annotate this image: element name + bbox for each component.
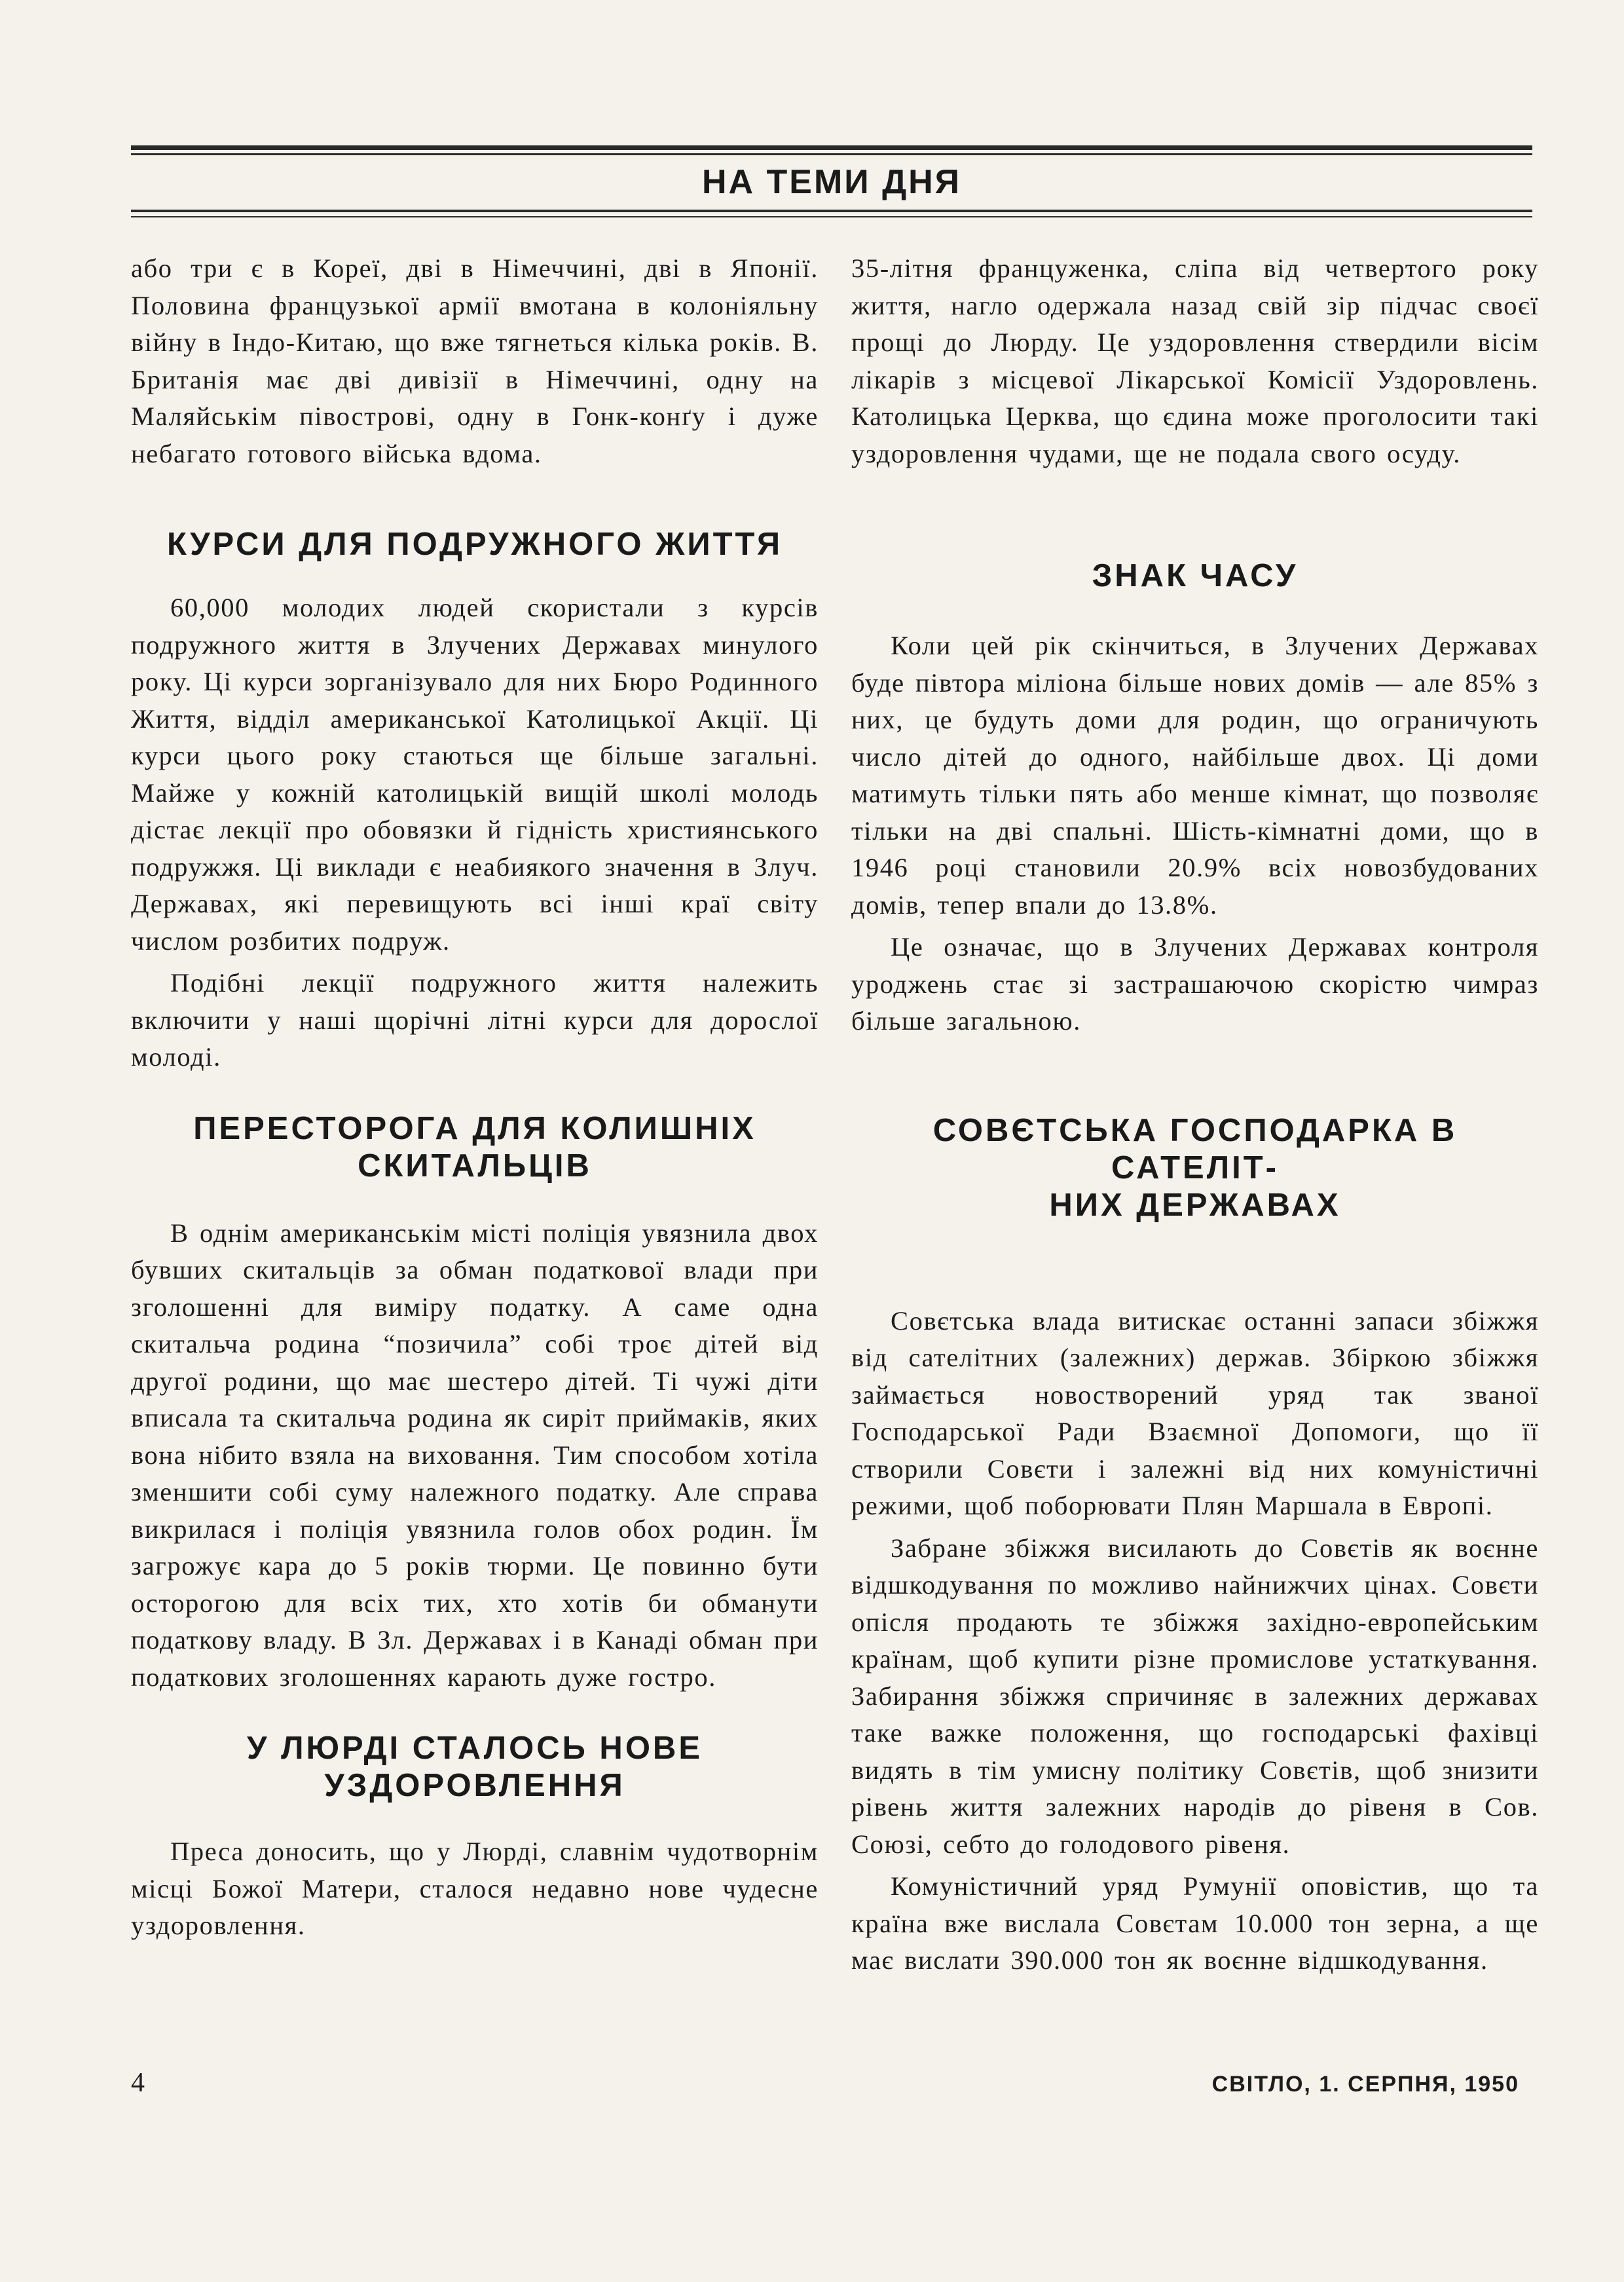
article-paragraph: Подібні лекції подружного життя належить включити у наші щорічні літні курси для дорослої молоді. <box>131 968 819 1072</box>
article-paragraph: Преса доносить, що у Люрді, славнім чудотворнім місці Божої Матери, сталося недавно нове чудесне уздоровлення. <box>131 1837 819 1940</box>
article-title-znak-chasu: ЗНАК ЧАСУ <box>1092 558 1299 593</box>
header-rule-bottom-thick <box>131 210 1532 212</box>
article-title-perestoroha <box>131 1110 819 1185</box>
article-title-kursy: КУРСИ ДЛЯ ПОДРУЖНОГО ЖИТТЯ <box>166 527 783 562</box>
header-rule-bottom-thin <box>131 216 1532 217</box>
title-line: СКИТАЛЬЦІВ <box>358 1148 592 1184</box>
section-title: НА ТЕМИ ДНЯ <box>701 163 962 201</box>
title-line: У ЛЮРДІ СТАЛОСЬ НОВЕ <box>246 1730 703 1766</box>
publication-line: СВІТЛО, 1. СЕРПНЯ, 1950 <box>1211 2072 1519 2097</box>
article-title-sovetska-hospodarka <box>851 1112 1539 1224</box>
title-line: НИХ ДЕРЖАВАХ <box>1049 1187 1341 1223</box>
article-paragraph: Комуністичний уряд Румунії оповістив, що та країна вже вислала Совєтам 10.000 тон зерна, а ще має вислати 390.000 тон як воєнне відшкодування. <box>851 1871 1539 1975</box>
title-line: СОВЄТСЬКА ГОСПОДАРКА В САТЕЛІТ- <box>932 1112 1458 1186</box>
right-column <box>851 250 1539 1979</box>
article-paragraph: Совєтська влада витискає останні запаси збіжжя від сателітних (залежних) держав. Збіркою збіжжя займається новостворений уряд так званої Господарської Ради Взаємної Допомоги, що її створили Совєти і залежні від них комуністичні режими, щоб поборювати Плян Маршала в Европі. <box>851 1305 1539 1520</box>
article-paragraph: В однім американськім місті поліція увязнила двох бувших скитальців за обман податкової влади при зголошенні для виміру податку. А саме одна скитальча родина “позичила” собі троє дітей від другої родини, що має шестеро дітей. Ті чужі діти вписала та скитальча родина як сиріт приймаків, яких вона нібито взяла на виховання. Тим способом хотіла зменшити собі суму належного податку. Але справа викрилася і поліція увязнила голов обох родин. Їм загрожує кара до 5 років тюрми. Це повинно бути осторогою для всіх тих, хто хотів би обманути податкову владу. В Зл. Державах і в Канаді обман при податкових зголошеннях карають дуже гостро. <box>131 1218 819 1692</box>
title-line: УЗДОРОВЛЕННЯ <box>324 1768 625 1803</box>
article-paragraph: Забране збіжжя висилають до Совєтів як воєнне відшкодування по можливо найнижчих цінах. Совєти опісля продають те збіжжя західно-европейським країнам, щоб купити різне промислове устаткування. Забирання збіжжя спричиняє в залежних державах таке важке положення, що господарські фахівці видять в тім умисну політику Совєтів, щоб знизити рівень життя залежних народів до рівеня в Сов. Союзі, себто до голодового рівеня. <box>851 1533 1539 1859</box>
left-column <box>131 250 819 1945</box>
article-paragraph: 60,000 молодих людей скористали з курсів подружного життя в Злучених Державах минулого року. Ці курси зорганізувало для них Бюро Родинного Життя, відділ американської Католицької Акції. Ці курси цього року стаються ще більше загальні. Майже у кожній католицькій вищій школі молодь дістає лекції про обовязки й гідність християнського подружжя. Ці виклади є неабиякого значення в Злуч. Державах, які перевищують всі інші краї світу числом розбитих подруж. <box>131 593 819 956</box>
header-rule-top-thick <box>131 145 1532 150</box>
header-rule-top-thin <box>131 153 1532 155</box>
article-paragraph: Це означає, що в Злучених Державах контроля уроджень стає зі застрашаючою скорістю чимраз більше загальною. <box>851 932 1539 1036</box>
article-paragraph: Коли цей рік скінчиться, в Злучених Державах буде півтора міліона більше нових домів — але 85% з них, це будуть доми для родин, що ограничують число дітей до одного, найбільше двох. Ці доми матимуть тільки пять або менше кімнат, що позволяє тільки на дві спальні. Шість-кімнатні доми, що в 1946 році становили 20.9% всіх новозбудованих домів, тепер впали до 13.8%. <box>851 631 1539 920</box>
article-title-lurd <box>131 1730 819 1805</box>
continued-paragraph: 35-літня француженка, сліпа від четвертого року життя, нагло одержала назад свій зір підчас своєї прощі до Люрду. Це уздоровлення ствердили вісім лікарів з місцевої Лікарської Комісії Уздоровлень. Католицька Церква, що єдина може проголосити такі уздоровлення чудами, ще не подала свого осуду. <box>851 253 1539 468</box>
continued-paragraph: або три є в Кореї, дві в Німеччині, дві в Японії. Половина французької армії вмотана в колоніяльну війну в Індо-Китаю, що вже тягнеться кілька років. В. Британія має дві дивізії в Німеччині, одну на Маляйськім півострові, одну в Гонк-конґу і дуже небагато готового війська вдома. <box>131 253 819 468</box>
page-number: 4 <box>131 2068 145 2098</box>
title-line: ПЕРЕСТОРОГА ДЛЯ КОЛИШНІХ <box>193 1110 756 1146</box>
